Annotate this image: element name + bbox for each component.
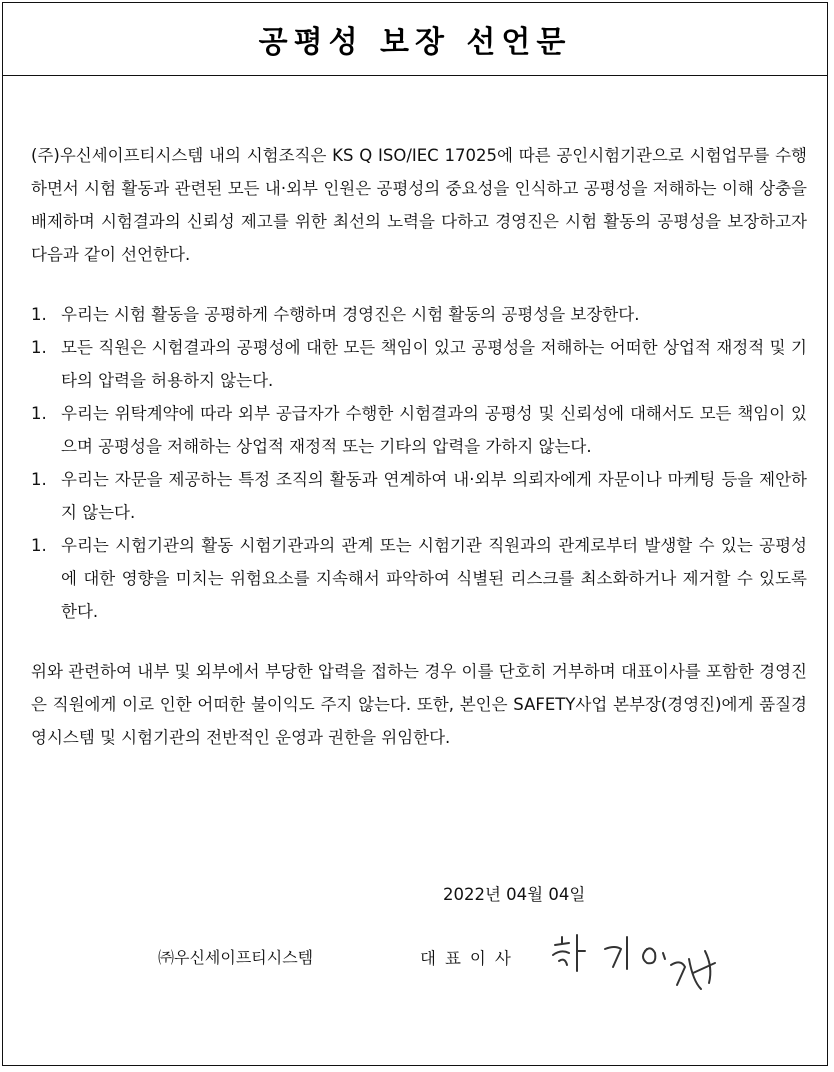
pledge-text: 우리는 위탁계약에 따라 외부 공급자가 수행한 시험결과의 공평성 및 신뢰성에 대해서도 모든 책임이 있으며 공평성을 저해하는 상업적 재정적 또는 기타의 압력을 가하지 않는다.: [61, 404, 807, 456]
list-item: [31, 529, 807, 628]
list-item: [31, 463, 807, 529]
list-item: [31, 298, 807, 331]
document-body: [31, 139, 807, 754]
document-title: 공평성 보장 선언문: [258, 25, 572, 60]
pledge-text: 모든 직원은 시험결과의 공평성에 대한 모든 책임이 있고 공평성을 저해하는 어떠한 상업적 재정적 및 기타의 압력을 허용하지 않는다.: [61, 338, 807, 390]
pledge-list: [31, 298, 807, 628]
list-item: [31, 331, 807, 397]
pledge-number: 1.: [31, 338, 47, 357]
pledge-text: 우리는 시험기관의 활동 시험기관과의 관계 또는 시험기관 직원과의 관계로부터 발생할 수 있는 공평성에 대한 영향을 미치는 위험요소를 지속해서 파악하여 식별된 리스크를 최소화하거나 제거할 수 있도록 한다.: [61, 536, 807, 621]
document-frame: [2, 2, 828, 1066]
title-box: [3, 3, 827, 76]
pledge-number: 1.: [31, 404, 47, 423]
pledge-number: 1.: [31, 536, 47, 555]
pledge-text: 우리는 자문을 제공하는 특정 조직의 활동과 연계하여 내·외부 의뢰자에게 자문이나 마케팅 등을 제안하지 않는다.: [61, 470, 807, 522]
signature-image: [543, 923, 743, 1013]
closing-paragraph: 위와 관련하여 내부 및 외부에서 부당한 압력을 접하는 경우 이를 단호히 거부하며 대표이사를 포함한 경영진은 직원에게 이로 인한 어떠한 불이익도 주지 않는다. 또한, 본인은 SAFETY사업 본부장(경영진)에게 품질경영시스템 및 시험기관의 전반적인 운영과 권한을 위임한다.: [31, 662, 807, 747]
pledge-number: 1.: [31, 470, 47, 489]
representative-title: 대표이사: [420, 949, 520, 968]
intro-paragraph: (주)우신세이프티시스템 내의 시험조직은 KS Q ISO/IEC 17025에 따른 공인시험기관으로 시험업무를 수행하면서 시험 활동과 관련된 모든 내·외부 인원은 공평성의 중요성을 인식하고 공평성을 저해하는 이해 상충을 배제하며 시험결과의 신뢰성 제고를 위한 최선의 노력을 다하고 경영진은 시험 활동의 공평성을 보장하고자 다음과 같이 선언한다.: [31, 146, 807, 264]
declaration-date: 2022년 04월 04일: [443, 885, 586, 904]
pledge-text: 우리는 시험 활동을 공평하게 수행하며 경영진은 시험 활동의 공평성을 보장한다.: [61, 305, 640, 324]
company-name: ㈜우신세이프티시스템: [158, 948, 314, 967]
pledge-number: 1.: [31, 305, 47, 324]
list-item: [31, 397, 807, 463]
